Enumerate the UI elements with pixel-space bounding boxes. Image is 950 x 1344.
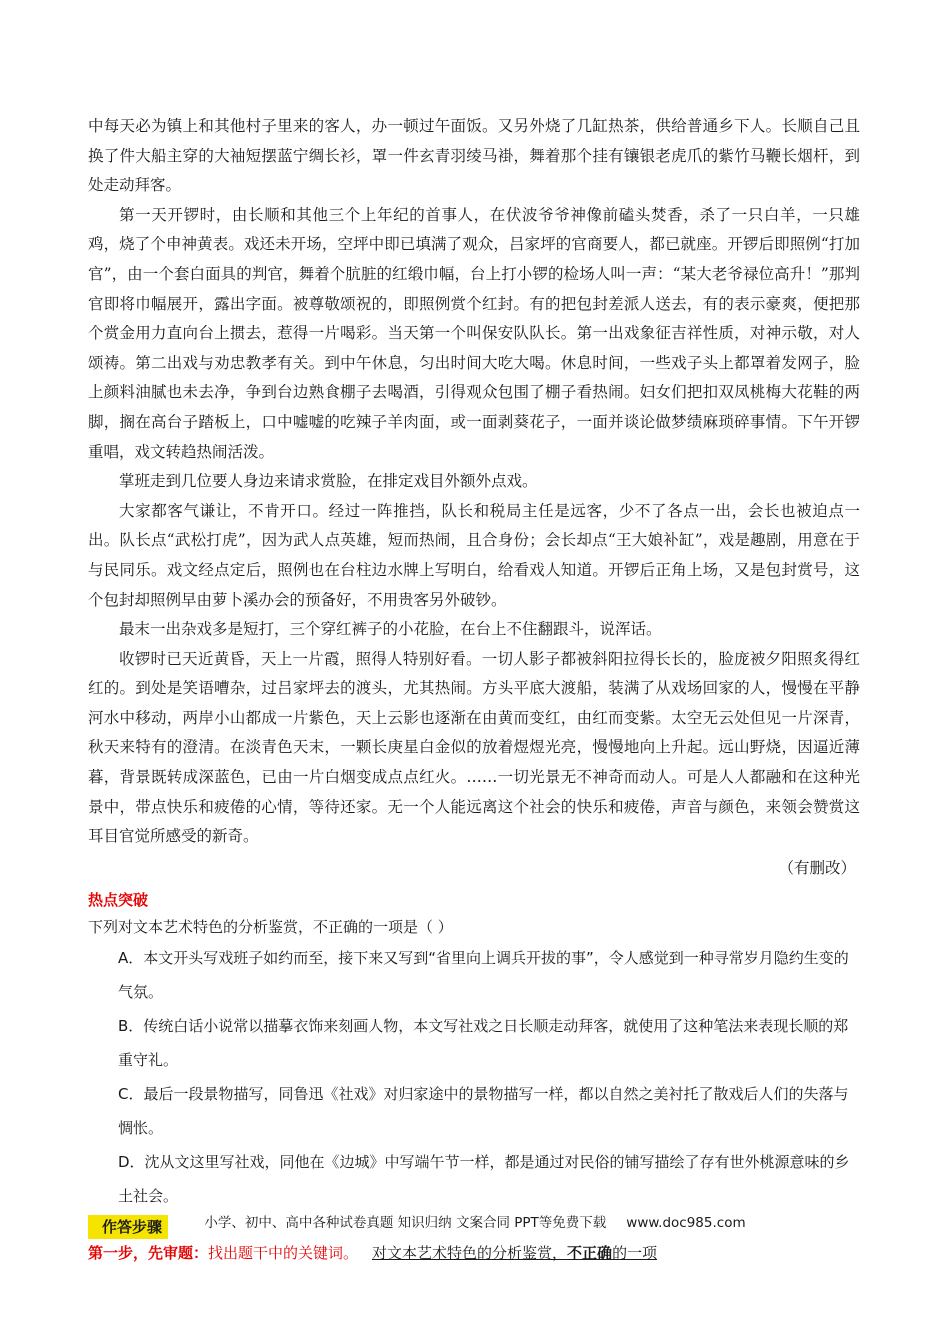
question-stem: 下列对文本艺术特色的分析鉴赏，不正确的一项是（ ） bbox=[88, 918, 453, 937]
step-1-desc: 找出题干中的关键词。 bbox=[208, 1244, 359, 1263]
passage-paragraph-2: 第一天开锣时，由长顺和其他三个上年纪的首事人，在伏波爷爷神像前磕头焚香，杀了一只白羊，一只雄鸡，烧了个申神黄表。戏还未开场，空坪中即已填满了观众，吕家坪的官商要人，都已就座。开锣后即照例“打加官”，由一个套白面具的判官，舞着个肮脏的红缎巾幅，台上打小锣的检场人叫一声：“某大老爷禄位高升！”那判官即将巾幅展开，露出字面。被尊敬颂祝的，即照例赏个红封。有的把包封差派人送去，有的表示豪爽，便把那个赏金用力直向台上掼去，惹得一片喝彩。当天第一个叫保安队队长。第一出戏象征吉祥性质，对神示敬，对人颂祷。第二出戏与劝忠教孝有关。到中午休息，匀出时间大吃大喝。休息时间，一些戏子头上都罩着发网子，脸上颜料油腻也未去净，争到台边熟食棚子去喝酒，引得观众包围了棚子看热闹。妇女们把扣双凤桃梅大花鞋的两脚，搁在高台子踏板上，口中嘘嘘的吃辣子羊肉面，或一面剥葵花子，一面并谈论做梦绩麻琐碎事情。下午开锣重唱，戏文转趋热闹活泼。 bbox=[88, 205, 860, 461]
section-title: 热点突破 bbox=[88, 891, 149, 910]
document-page bbox=[88, 112, 860, 1267]
option-d: D．沈从文这里写社戏，同他在《边城》中写端午节一样，都是通过对民俗的铺写描绘了存有世外桃源意味的乡土社会。 bbox=[118, 1153, 850, 1206]
steps-title: 作答步骤 bbox=[88, 1215, 168, 1239]
footer-text: 小学、初中、高中各种试卷真题 知识归纳 文案合同 PPT等免费下载 bbox=[204, 1215, 607, 1231]
option-c: C．最后一段景物描写，同鲁迅《社戏》对归家途中的景物描写一样，都以自然之美衬托了散戏后人们的失落与惆怅。 bbox=[118, 1085, 849, 1138]
passage-paragraph-3: 掌班走到几位要人身边来请求赏脸，在排定戏目外额外点戏。 bbox=[119, 472, 538, 491]
step-1-keywords bbox=[372, 1244, 657, 1262]
page-footer bbox=[0, 1211, 950, 1231]
passage-paragraph-5: 最末一出杂戏多是短打，三个穿红裤子的小花脸，在台上不住翻跟斗，说浑话。 bbox=[119, 620, 662, 639]
option-b: B．传统白话小说常以描摹衣饰来刻画人物，本文写社戏之日长顺走动拜客，就使用了这种笔法来表现长顺的郑重守礼。 bbox=[118, 1017, 849, 1070]
step-1 bbox=[88, 1239, 860, 1267]
keywords-pre: 对文本艺术特色的分析鉴赏， bbox=[372, 1244, 568, 1263]
keywords-bold: 不正确 bbox=[567, 1244, 613, 1263]
passage-paragraph-4: 大家都客气谦让，不肯开口。经过一阵推挡，队长和税局主任是远客，少不了各点一出，会长也被迫点一出。队长点“武松打虎”，因为武人点英雄，短而热闹，且合身份；会长却点“王大娘补缸”，戏是趣剧，用意在于与民同乐。戏文经点定后，照例也在台柱边水牌上写明白，给看戏人知道。开锣后正角上场，又是包封赏号，这个包封却照例早由萝卜溪办会的预备好，不用贵客另外破钞。 bbox=[88, 501, 860, 609]
source-note: （有删改） bbox=[778, 858, 856, 877]
step-1-label: 第一步，先审题： bbox=[88, 1244, 209, 1263]
passage-paragraph-1: 中每天必为镇上和其他村子里来的客人，办一顿过午面饭。又另外烧了几缸热茶，供给普通乡下人。长顺自己且换了件大船主穿的大袖短摆蓝宁绸长衫，罩一件玄青羽绫马褂，舞着那个挂有镶银老虎爪的紫竹马鞭长烟杆，到处走动拜客。 bbox=[88, 117, 860, 195]
footer-url[interactable]: www.doc985.com bbox=[626, 1215, 746, 1231]
option-a: A．本文开头写戏班子如约而至，接下来又写到“省里向上调兵开拔的事”，令人感觉到一种寻常岁月隐约生变的气氛。 bbox=[118, 949, 849, 1002]
keywords-post: 的一项 bbox=[612, 1244, 658, 1263]
passage-paragraph-6: 收锣时已天近黄昏，天上一片霞，照得人特别好看。一切人影子都被斜阳拉得长长的，脸庞被夕阳照炙得红红的。到处是笑语嘈杂，过吕家坪去的渡头，尤其热闹。方头平底大渡船，装满了从戏场回家的人，慢慢在平静河水中移动，两岸小山都成一片紫色，天上云影也逐渐在由黄而变红，由红而变紫。太空无云处但见一片深青，秋天来特有的澄清。在淡青色天末，一颗长庚星白金似的放着煜煜光亮，慢慢地向上升起。远山野烧，因逼近薄暮，背景既转成深蓝色，已由一片白烟变成点点红火。……一切光景无不神奇而动人。可是人人都融和在这种光景中，带点快乐和疲倦的心情，等待还家。无一个人能远离这个社会的快乐和疲倦，声音与颜色，来领会赞赏这耳目官觉所感受的新奇。 bbox=[88, 649, 860, 846]
